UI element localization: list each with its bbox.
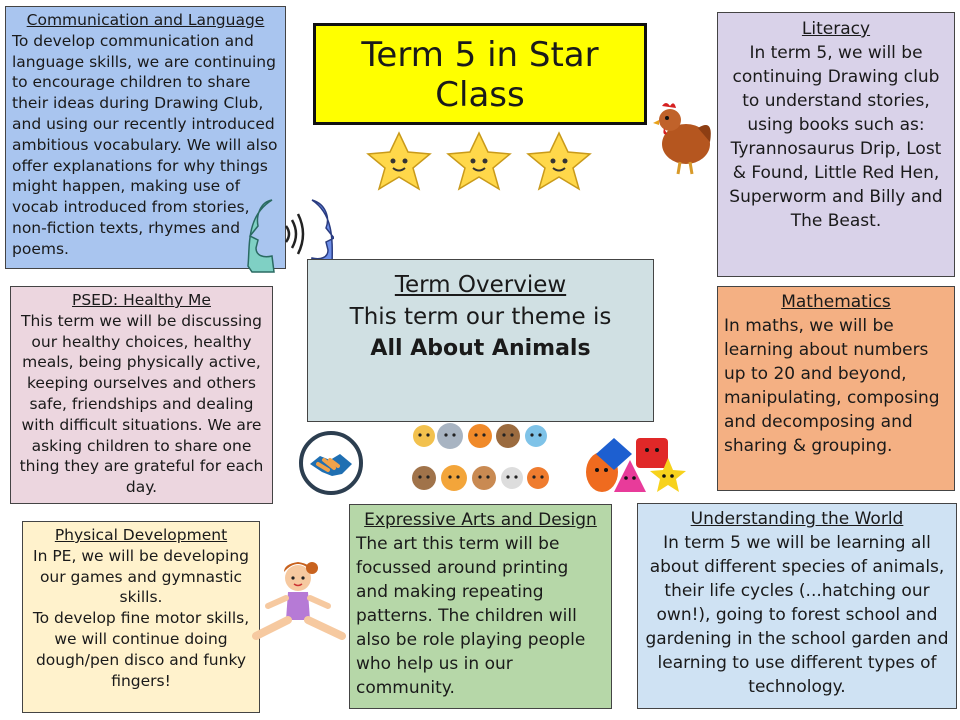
communication-body: To develop communication and language skills, we are continuing to encourage children to share their ideas during Drawing Club, and using our recently introduced ambitious vocabulary. We will also offer explanations for why things might happen, making use of vocab introduced from stories, non-fiction texts, rhymes and poems. <box>12 31 278 258</box>
literacy-heading: Literacy <box>801 19 871 39</box>
animals-icon <box>408 420 550 502</box>
star-icon <box>448 133 510 189</box>
hen-icon <box>652 98 714 176</box>
physical-development-box <box>22 521 260 713</box>
handshake-icon <box>298 430 364 496</box>
overview-heading: Term Overview <box>394 272 567 298</box>
understanding-heading: Understanding the World <box>690 509 904 529</box>
mathematics-body: In maths, we will be learning about numbers up to 20 and beyond, manipulating, composing and decomposing and sharing & grouping. <box>724 316 940 456</box>
stars-row <box>362 131 594 191</box>
psed-heading: PSED: Healthy Me <box>72 291 211 309</box>
physical-body-1: In PE, we will be developing our games and gymnastic skills. <box>33 546 249 607</box>
page-title: Term 5 in Star Class <box>313 23 647 125</box>
overview-theme: All About Animals <box>370 336 591 361</box>
mathematics-heading: Mathematics <box>781 292 891 312</box>
communication-heading: Communication and Language <box>26 11 265 29</box>
star-icon <box>528 133 590 189</box>
expressive-body: The art this term will be focussed around printing and making repeating patterns. The children will also be role playing people who help us in our community. <box>356 534 586 698</box>
understanding-body: In term 5 we will be learning all about different species of animals, their life cycles (...hatching our own!), going to forest school and gardening in the school garden and learning to use different types of technology. <box>645 533 949 697</box>
psed-body: This term we will be discussing our healthy choices, healthy meals, being physically active, keeping ourselves and others safe, friendships and dealing with difficult situations. We are asking children to share one thing they are grateful for each day. <box>19 311 264 497</box>
star-icon <box>368 133 430 189</box>
literacy-box <box>717 12 955 277</box>
expressive-heading: Expressive Arts and Design <box>364 510 597 530</box>
expressive-arts-box <box>349 504 612 709</box>
shapes-icon <box>584 432 688 496</box>
term-overview-box <box>307 259 654 422</box>
gymnast-icon <box>250 558 346 650</box>
understanding-world-box <box>637 503 957 709</box>
literacy-body: In term 5, we will be continuing Drawing club to understand stories, using books such as: Tyrannosaurus Drip, Lost & Found, Little Red Hen, Superworm and Billy and The Beast. <box>729 43 943 231</box>
physical-body-2: To develop fine motor skills, we will continue doing dough/pen disco and funky fingers! <box>32 609 250 690</box>
overview-line: This term our theme is <box>349 304 612 330</box>
mathematics-box <box>717 286 955 491</box>
psed-box <box>10 286 273 504</box>
physical-heading: Physical Development <box>54 526 228 544</box>
